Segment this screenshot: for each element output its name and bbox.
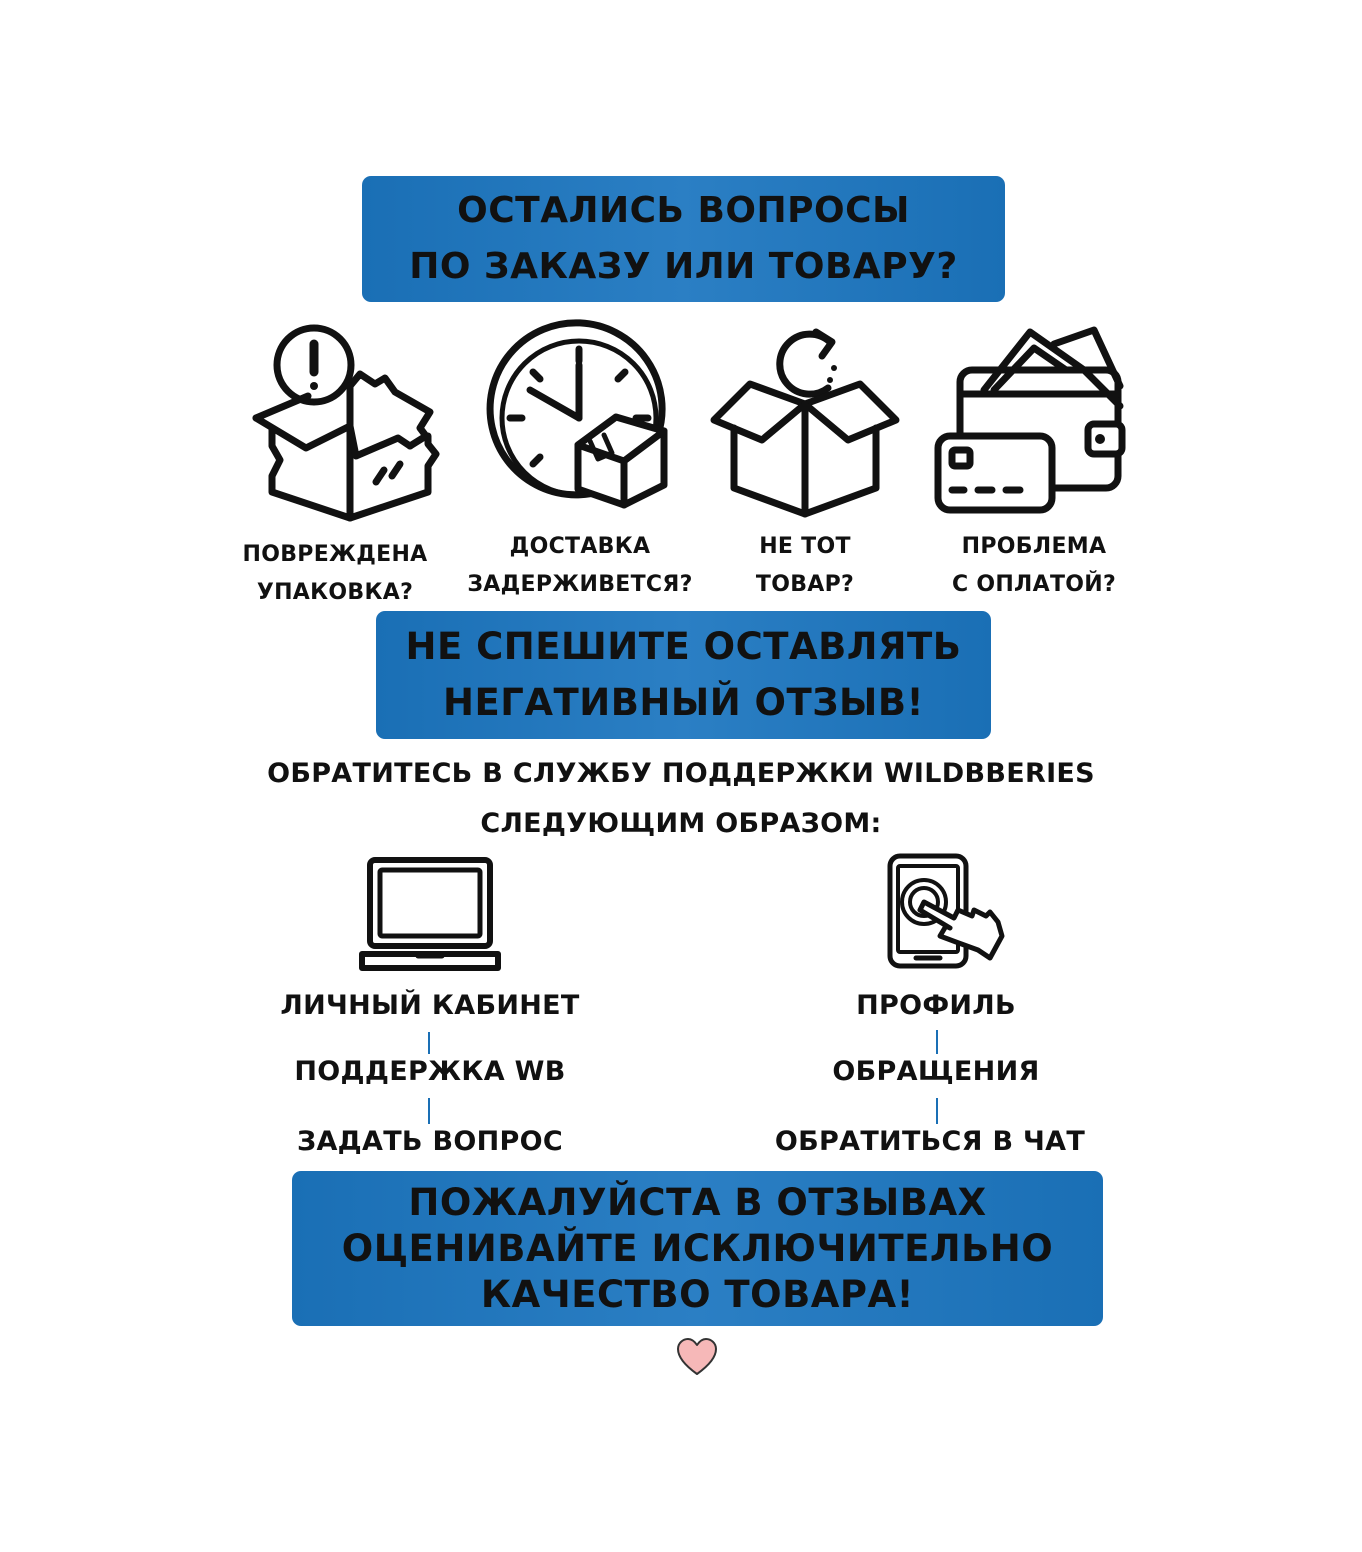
- damaged-box-icon: [250, 326, 450, 522]
- step-contact-chat: ОБРАТИТЬСЯ В ЧАТ: [774, 1126, 1086, 1157]
- banner-questions: [362, 176, 1005, 302]
- issue-label-delivery: ДОСТАВКА ЗАДЕРЖИВЕТСЯ?: [467, 534, 693, 597]
- laptop-icon: [358, 856, 502, 974]
- step-appeals: ОБРАЩЕНИЯ: [832, 1056, 1040, 1087]
- connector-line: [428, 1032, 430, 1054]
- banner-questions-text: ОСТАЛИСЬ ВОПРОСЫ ПО ЗАКАЗУ ИЛИ ТОВАРУ?: [409, 190, 958, 287]
- clock-box-icon: [486, 325, 672, 511]
- wallet-card-icon: [934, 326, 1124, 516]
- return-box-icon: [710, 328, 900, 518]
- heart-icon: [675, 1336, 719, 1378]
- banner-no-negative-review: [376, 611, 991, 739]
- step-support-wb: ПОДДЕРЖКА WB: [294, 1056, 566, 1087]
- banner-rate-quality: [292, 1171, 1103, 1326]
- step-profile: ПРОФИЛЬ: [856, 990, 1016, 1021]
- connector-line: [936, 1030, 938, 1054]
- banner-no-negative-review-text: НЕ СПЕШИТЕ ОСТАВЛЯТЬ НЕГАТИВНЫЙ ОТЗЫВ!: [405, 625, 962, 724]
- instructions-line-2: СЛЕДУЮЩИМ ОБРАЗОМ:: [480, 808, 882, 839]
- phone-tap-icon: [886, 852, 1006, 970]
- issue-label-payment: ПРОБЛЕМА С ОПЛАТОЙ?: [951, 534, 1117, 597]
- step-personal-account: ЛИЧНЫЙ КАБИНЕТ: [280, 990, 580, 1021]
- connector-line: [936, 1098, 938, 1124]
- banner-rate-quality-text: ПОЖАЛУЙСТА В ОТЗЫВАХ ОЦЕНИВАЙТЕ ИСКЛЮЧИТЕЛЬНО КАЧЕСТВО ТОВАРА!: [341, 1180, 1054, 1316]
- issue-label-wrong-item: НЕ ТОТ ТОВАР?: [755, 534, 855, 597]
- instructions-line-1: ОБРАТИТЕСЬ В СЛУЖБУ ПОДДЕРЖКИ WILDBBERIES: [267, 758, 1095, 789]
- step-ask-question: ЗАДАТЬ ВОПРОС: [296, 1126, 563, 1157]
- issue-label-damaged: ПОВРЕЖДЕНА УПАКОВКА?: [242, 542, 428, 605]
- connector-line: [428, 1098, 430, 1124]
